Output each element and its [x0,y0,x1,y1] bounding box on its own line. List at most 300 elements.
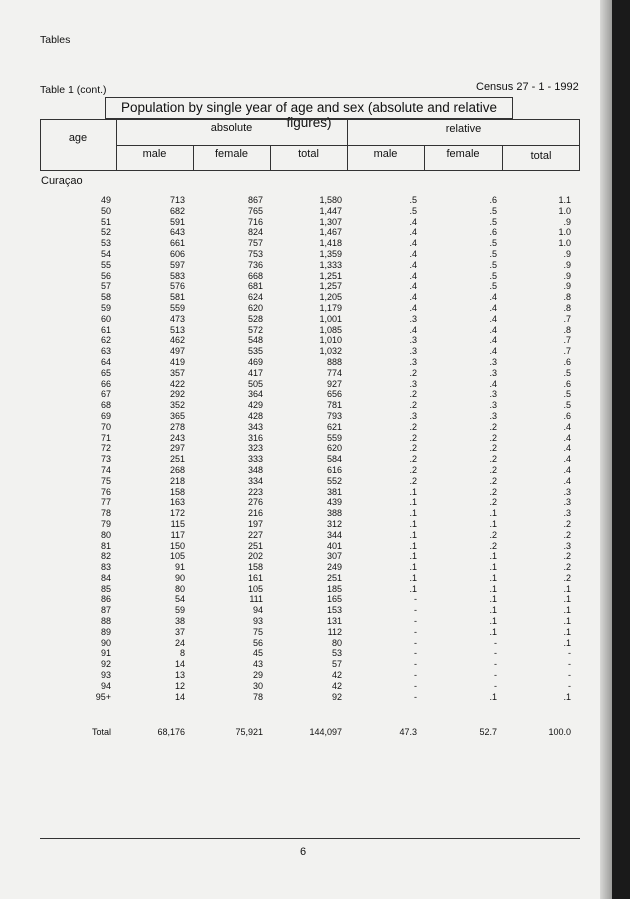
cell-rel-total: .6 [563,356,571,367]
table-row [0,260,612,271]
cell-rel-female: .1 [489,605,497,616]
cell-age: 62 [100,335,111,346]
cell-abs-male: 513 [169,324,185,335]
cell-rel-male: - [414,648,417,659]
cell-abs-total: 1,257 [319,281,342,292]
cell-rel-total: .2 [563,529,571,540]
cell-rel-female: .2 [489,454,497,465]
cell-abs-total: 1,580 [319,195,342,205]
cell-age: 49 [100,195,111,205]
cell-rel-female: - [494,659,497,670]
cell-abs-female: 505 [247,378,263,389]
cell-rel-male: .1 [409,518,417,529]
cell-abs-total: 559 [326,432,342,443]
cell-abs-total: 1,333 [319,259,342,270]
table-row [0,594,612,605]
cell-abs-female: 78 [252,691,263,702]
cell-abs-total: 927 [326,378,342,389]
cell-abs-male: 54 [174,594,185,605]
cell-rel-female: .3 [489,356,497,367]
table-row [0,551,612,562]
cell-age: 93 [100,670,111,681]
table-row [0,292,612,303]
cell-abs-male: 606 [169,248,185,259]
cell-rel-total: .3 [563,508,571,519]
cell-abs-male: 8 [179,648,185,659]
table-row [0,519,612,530]
cell-rel-male: .1 [409,551,417,562]
header-divider [116,145,580,146]
cell-age: 79 [100,518,111,529]
cell-rel-total: .3 [563,497,571,508]
table-row [0,562,612,573]
cell-abs-female: 343 [247,421,263,432]
cell-abs-total: 1,179 [319,302,342,313]
cell-abs-male: 497 [169,346,185,357]
cell-abs-male: 37 [174,626,185,637]
cell-rel-total: .7 [563,335,571,346]
table-row [0,443,612,454]
table-row [0,411,612,422]
cell-age: 70 [100,421,111,432]
cell-rel-male: .4 [409,238,417,249]
cell-abs-female: 757 [247,238,263,249]
cell-abs-female: 45 [252,648,263,659]
cell-rel-total: - [568,670,571,681]
cell-abs-male: 158 [169,486,185,497]
cell-abs-female: 43 [252,659,263,670]
cell-rel-total: .1 [563,637,571,648]
cell-rel-total: .1 [563,605,571,616]
cell-abs-female: 867 [247,195,263,205]
cell-rel-female: .2 [489,464,497,475]
cell-age: 89 [100,626,111,637]
cell-abs-male: 268 [169,464,185,475]
table-row [0,605,612,616]
cell-abs-female: 429 [247,400,263,411]
cell-abs-male: 13 [174,670,185,681]
cell-rel-female: - [494,680,497,691]
cell-age: 75 [100,475,111,486]
cell-abs-male: 419 [169,356,185,367]
cell-rel-female: .5 [489,248,497,259]
cell-abs-total: 1,418 [319,238,342,249]
cell-rel-male: .4 [409,324,417,335]
cell-age: 81 [100,540,111,551]
cell-rel-male: .2 [409,367,417,378]
cell-rel-male: .3 [409,313,417,324]
cell-rel-female: .4 [489,324,497,335]
cell-rel-male: .1 [409,572,417,583]
cell-abs-female: 276 [247,497,263,508]
cell-abs-total: 656 [326,389,342,400]
cell-abs-male: 38 [174,616,185,627]
table-row [0,206,612,217]
cell-age: 61 [100,324,111,335]
cell-abs-female: 824 [247,227,263,238]
cell-abs-female: 469 [247,356,263,367]
cell-rel-female: .1 [489,616,497,627]
cell-abs-male: 251 [169,454,185,465]
cell-rel-male: - [414,626,417,637]
cell-age: 66 [100,378,111,389]
table-row [0,238,612,249]
cell-rel-male: .2 [409,421,417,432]
cell-rel-female: .2 [489,443,497,454]
cell-age: 69 [100,410,111,421]
cell-abs-female: 94 [252,605,263,616]
table-row [0,217,612,228]
cell-rel-male: .4 [409,302,417,313]
cell-age: 64 [100,356,111,367]
cell-abs-total: 307 [326,551,342,562]
cell-rel-male: .4 [409,227,417,238]
cell-abs-female: 753 [247,248,263,259]
cell-rel-total: .4 [563,464,571,475]
table-row [0,195,612,206]
table-row [0,281,612,292]
cell-rel-total: .4 [563,475,571,486]
cell-rel-male: .1 [409,529,417,540]
cell-rel-male: .2 [409,400,417,411]
cell-abs-female: 251 [247,540,263,551]
cell-age: 55 [100,259,111,270]
cell-abs-total: 401 [326,540,342,551]
cell-abs-female: 333 [247,454,263,465]
cell-rel-male: .1 [409,497,417,508]
total-age: Total [91,727,111,737]
table-row [0,497,612,508]
table-row [0,659,612,670]
cell-abs-total: 185 [326,583,342,594]
cell-abs-male: 661 [169,238,185,249]
cell-abs-total: 1,032 [319,346,342,357]
table-row [0,487,612,498]
cell-abs-female: 227 [247,529,263,540]
cell-age: 74 [100,464,111,475]
cell-rel-total: .9 [563,216,571,227]
table-row [0,681,612,692]
cell-rel-total: .8 [563,302,571,313]
region-label: Curaçao [41,175,83,187]
table-row [0,476,612,487]
cell-abs-female: 158 [247,562,263,573]
col-header-relative: relative [445,123,482,135]
cell-rel-total: .5 [563,389,571,400]
cell-age: 90 [100,637,111,648]
cell-abs-total: 620 [326,443,342,454]
cell-rel-female: - [494,637,497,648]
cell-abs-female: 197 [247,518,263,529]
cell-rel-total: .9 [563,281,571,292]
table-row [0,670,612,681]
cell-rel-female: .5 [489,205,497,216]
cell-rel-total: .4 [563,443,571,454]
cell-rel-female: .5 [489,216,497,227]
cell-age: 86 [100,594,111,605]
cell-abs-total: 793 [326,410,342,421]
cell-abs-male: 80 [174,583,185,594]
cell-abs-male: 713 [169,195,185,205]
cell-abs-male: 218 [169,475,185,486]
cell-rel-male: .2 [409,475,417,486]
table-row [0,584,612,595]
cell-abs-female: 417 [247,367,263,378]
cell-rel-male: .1 [409,508,417,519]
cell-rel-male: .3 [409,378,417,389]
cell-abs-female: 75 [252,626,263,637]
cell-age: 83 [100,562,111,573]
cell-rel-female: .2 [489,529,497,540]
cell-rel-total: - [568,648,571,659]
cell-rel-female: .2 [489,540,497,551]
cell-rel-total: .5 [563,400,571,411]
cell-age: 60 [100,313,111,324]
cell-rel-female: .3 [489,389,497,400]
cell-abs-male: 14 [174,659,185,670]
census-label: Census 27 - 1 - 1992 [476,81,579,93]
cell-abs-male: 473 [169,313,185,324]
cell-abs-female: 736 [247,259,263,270]
cell-rel-male: - [414,605,417,616]
col-header-abs-female: female [214,148,249,160]
cell-abs-female: 624 [247,292,263,303]
cell-rel-male: - [414,637,417,648]
col-header-abs-total: total [298,148,319,160]
cell-abs-male: 365 [169,410,185,421]
cell-abs-female: 316 [247,432,263,443]
cell-abs-total: 621 [326,421,342,432]
cell-age: 52 [100,227,111,238]
cell-rel-total: .6 [563,410,571,421]
cell-abs-female: 56 [252,637,263,648]
cell-rel-male: .1 [409,562,417,573]
table-row [0,303,612,314]
cell-rel-male: .4 [409,216,417,227]
cell-abs-male: 292 [169,389,185,400]
cell-rel-male: - [414,594,417,605]
cell-abs-male: 24 [174,637,185,648]
table-row [0,638,612,649]
cell-rel-female: .2 [489,475,497,486]
cell-abs-male: 559 [169,302,185,313]
cell-abs-total: 165 [326,594,342,605]
cell-rel-total: .8 [563,324,571,335]
cell-abs-female: 668 [247,270,263,281]
col-header-absolute: absolute [210,122,253,134]
table-row [0,648,612,659]
cell-rel-male: - [414,659,417,670]
cell-abs-female: 323 [247,443,263,454]
cell-rel-female: .1 [489,691,497,702]
table-label: Table 1 (cont.) [40,84,107,96]
col-header-rel-male: male [373,148,398,160]
cell-rel-female: .4 [489,302,497,313]
cell-rel-male: .4 [409,292,417,303]
cell-abs-male: 117 [170,529,185,540]
cell-rel-female: .5 [489,281,497,292]
cell-abs-male: 297 [169,443,185,454]
cell-abs-total: 249 [326,562,342,573]
cell-rel-total: .4 [563,454,571,465]
cell-rel-total: .8 [563,292,571,303]
cell-rel-female: .1 [489,518,497,529]
cell-rel-total: .9 [563,248,571,259]
table-row [0,346,612,357]
cell-abs-female: 93 [252,616,263,627]
cell-abs-total: 53 [331,648,342,659]
cell-abs-male: 12 [174,680,185,691]
cell-abs-female: 548 [247,335,263,346]
cell-abs-total: 344 [326,529,342,540]
cell-abs-female: 620 [247,302,263,313]
table-row [0,508,612,519]
cell-abs-female: 216 [247,508,263,519]
cell-abs-male: 59 [174,605,185,616]
cell-abs-male: 150 [169,540,185,551]
table-row [0,389,612,400]
cell-age: 57 [100,281,111,292]
cell-age: 58 [100,292,111,303]
cell-abs-total: 112 [327,626,342,637]
cell-rel-female: .2 [489,421,497,432]
cell-abs-female: 111 [249,594,263,605]
table-row [0,692,612,703]
cell-rel-total: - [568,680,571,691]
table-row [0,325,612,336]
cell-age: 71 [100,432,111,443]
cell-rel-female: .3 [489,400,497,411]
cell-abs-male: 172 [169,508,185,519]
cell-age: 68 [100,400,111,411]
cell-abs-total: 1,251 [319,270,342,281]
cell-abs-male: 243 [169,432,185,443]
cell-abs-male: 462 [169,335,185,346]
cell-rel-male: - [414,616,417,627]
cell-rel-female: .2 [489,432,497,443]
total-total: 144,097 [309,727,342,737]
cell-rel-female: .3 [489,410,497,421]
cell-age: 67 [100,389,111,400]
cell-rel-male: .2 [409,443,417,454]
cell-abs-total: 1,010 [319,335,342,346]
col-header-rel-total: total [530,150,552,162]
cell-age: 50 [100,205,111,216]
cell-abs-male: 581 [169,292,185,303]
cell-age: 92 [100,659,111,670]
cell-age: 54 [100,248,111,259]
cell-abs-male: 278 [169,421,185,432]
cell-rel-male: .2 [409,432,417,443]
cell-abs-total: 388 [326,508,342,519]
cell-abs-male: 163 [169,497,185,508]
cell-rel-female: .1 [489,508,497,519]
cell-age: 85 [100,583,111,594]
cell-age: 77 [100,497,111,508]
cell-rel-male: .4 [409,270,417,281]
cell-rel-female: .1 [489,626,497,637]
cell-abs-male: 597 [169,259,185,270]
table-row [0,465,612,476]
cell-abs-total: 131 [326,616,342,627]
cell-abs-total: 42 [331,680,342,691]
cell-rel-male: .4 [409,281,417,292]
table-row [0,616,612,627]
cell-abs-male: 643 [169,227,185,238]
cell-age: 51 [100,216,111,227]
cell-rel-total: 1.0 [558,227,571,238]
cell-rel-total: .9 [563,270,571,281]
cell-abs-male: 422 [169,378,185,389]
cell-rel-female: .2 [489,486,497,497]
col-header-rel-female: female [446,148,480,160]
cell-rel-male: .1 [409,486,417,497]
table-body [0,195,612,702]
cell-rel-female: .4 [489,313,497,324]
cell-rel-total: .4 [563,432,571,443]
cell-rel-male: .5 [409,195,417,205]
cell-abs-total: 781 [326,400,342,411]
cell-rel-total: .3 [563,540,571,551]
cell-abs-total: 774 [326,367,342,378]
cell-rel-male: .3 [409,346,417,357]
cell-rel-male: - [414,670,417,681]
cell-abs-total: 888 [326,356,342,367]
cell-abs-male: 583 [169,270,185,281]
cell-rel-total: .7 [563,346,571,357]
cell-age: 91 [100,648,111,659]
cell-rel-male: .3 [409,410,417,421]
cell-rel-total: .4 [563,421,571,432]
cell-rel-male: .4 [409,248,417,259]
cell-rel-male: .4 [409,259,417,270]
cell-abs-total: 92 [331,691,342,702]
total-rel-female: 52.7 [479,727,497,737]
cell-abs-total: 584 [326,454,342,465]
table-row [0,541,612,552]
cell-abs-female: 223 [247,486,263,497]
cell-age: 53 [100,238,111,249]
cell-rel-female: .5 [489,238,497,249]
cell-rel-female: .1 [489,583,497,594]
cell-rel-male: .5 [409,205,417,216]
cell-rel-male: .2 [409,454,417,465]
page-number: 6 [300,846,307,858]
cell-age: 56 [100,270,111,281]
table-row [0,379,612,390]
cell-abs-total: 439 [326,497,342,508]
cell-age: 65 [100,367,111,378]
cell-abs-female: 765 [247,205,263,216]
table-row [0,335,612,346]
cell-rel-total: .9 [563,259,571,270]
table-row [0,573,612,584]
table-row [0,454,612,465]
cell-rel-female: .1 [489,551,497,562]
cell-abs-female: 30 [252,680,263,691]
cell-rel-total: .1 [563,626,571,637]
cell-abs-female: 334 [247,475,263,486]
cell-rel-total: - [568,659,571,670]
table-row [0,433,612,444]
table-row [0,249,612,260]
cell-rel-male: .2 [409,464,417,475]
total-rel-total: 100.0 [548,727,571,737]
cell-age: 88 [100,616,111,627]
cell-abs-female: 105 [247,583,263,594]
cell-rel-total: .2 [563,572,571,583]
cell-rel-total: .1 [563,594,571,605]
